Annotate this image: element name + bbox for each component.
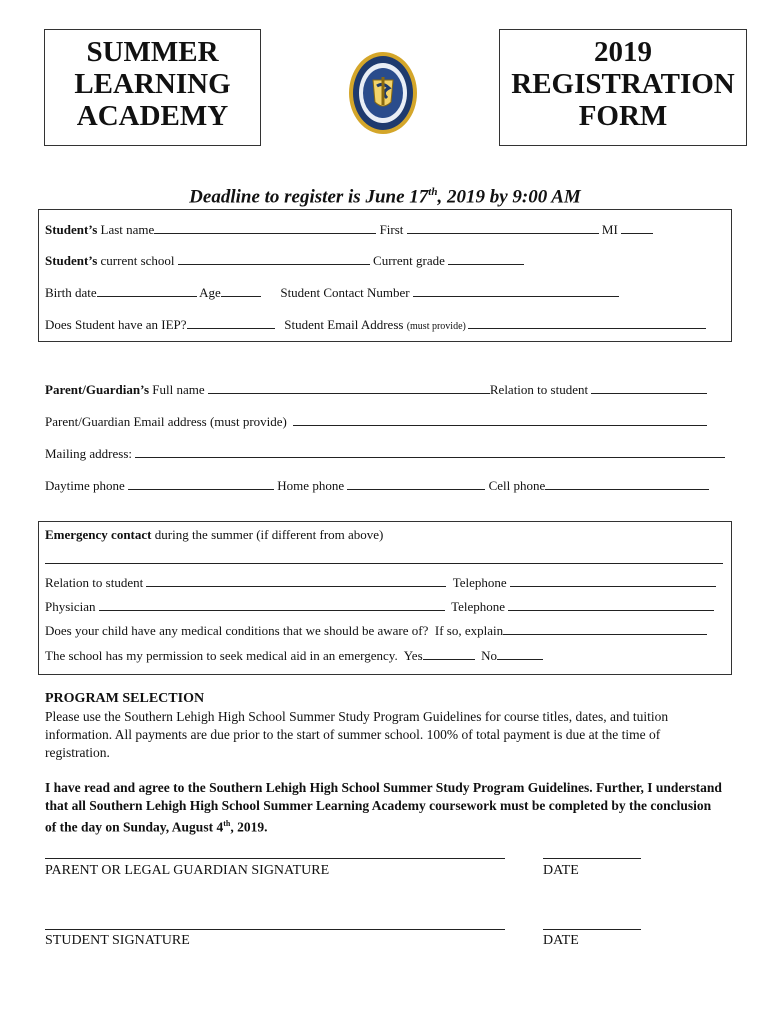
cell-phone-label: Cell phone xyxy=(485,478,546,493)
relation-label: Relation to student xyxy=(489,382,592,397)
iep-label: Does Student have an IEP? xyxy=(45,317,187,332)
home-phone-field[interactable] xyxy=(347,478,485,490)
parent-email-row xyxy=(45,414,707,430)
mailing-row xyxy=(45,446,725,462)
parent-email-field[interactable] xyxy=(293,414,707,426)
student-signature-line[interactable] xyxy=(45,929,505,930)
cell-phone-field[interactable] xyxy=(545,478,709,490)
parent-email-label: Parent/Guardian Email address (must provide) xyxy=(45,414,294,429)
physician-telephone-field[interactable] xyxy=(508,599,714,611)
student-email-label: Student Email Address xyxy=(274,317,407,332)
current-grade-field[interactable] xyxy=(448,253,524,265)
emergency-heading-row xyxy=(45,527,383,543)
parent-signature-label: PARENT OR LEGAL GUARDIAN SIGNATURE xyxy=(45,863,330,878)
deadline-suffix: , 2019 by 9:00 AM xyxy=(437,186,581,208)
title-line: 2019 xyxy=(594,36,652,68)
parent-date-line[interactable] xyxy=(543,858,641,859)
emergency-relation-label: Relation to student xyxy=(45,575,147,590)
telephone-label: Telephone xyxy=(444,599,509,614)
last-name-label: Last name xyxy=(97,222,155,237)
mi-label: MI xyxy=(598,222,622,237)
telephone-label: Telephone xyxy=(446,575,510,590)
title-line: SUMMER xyxy=(86,36,219,68)
student-iep-row xyxy=(45,317,706,333)
physician-row xyxy=(45,599,714,615)
program-selection xyxy=(45,690,725,762)
physician-field[interactable] xyxy=(99,599,445,611)
emergency-contact-field[interactable] xyxy=(45,552,723,564)
program-heading: PROGRAM SELECTION xyxy=(45,691,205,706)
birth-date-label: Birth date xyxy=(45,285,97,300)
first-name-field[interactable] xyxy=(407,222,599,234)
school-seal-icon xyxy=(347,50,419,136)
relation-field[interactable] xyxy=(591,382,707,394)
mailing-label: Mailing address: xyxy=(45,446,136,461)
no-label: No xyxy=(474,648,498,663)
student-label: Student’s xyxy=(45,253,98,268)
current-grade-label: Current grade xyxy=(369,253,449,268)
no-field[interactable] xyxy=(497,648,543,660)
deadline-notice xyxy=(0,186,770,208)
parent-signature-line[interactable] xyxy=(45,858,505,859)
physician-label: Physician xyxy=(45,599,99,614)
student-date-line[interactable] xyxy=(543,929,641,930)
daytime-phone-field[interactable] xyxy=(128,478,274,490)
emergency-relation-field[interactable] xyxy=(146,575,446,587)
permission-label: The school has my permission to seek medical aid in an emergency. Yes xyxy=(45,648,423,663)
student-label: Student’s xyxy=(45,222,98,237)
email-note: (must provide) xyxy=(406,321,469,332)
student-email-field[interactable] xyxy=(468,317,706,329)
telephone-field[interactable] xyxy=(510,575,716,587)
parent-label: Parent/Guardian’s xyxy=(45,382,150,397)
agreement-statement xyxy=(45,779,725,837)
contact-number-label: Student Contact Number xyxy=(260,285,413,300)
iep-field[interactable] xyxy=(187,317,275,329)
parent-full-name-label: Full name xyxy=(149,382,208,397)
contact-number-field[interactable] xyxy=(413,285,619,297)
mailing-field[interactable] xyxy=(135,446,725,458)
date-label: DATE xyxy=(543,863,579,878)
current-school-field[interactable] xyxy=(178,253,370,265)
program-title-box xyxy=(44,29,261,146)
parent-name-field[interactable] xyxy=(208,382,490,394)
emergency-label: Emergency contact xyxy=(45,527,152,542)
emergency-relation-row xyxy=(45,575,716,591)
student-birth-row xyxy=(45,285,619,301)
emergency-contact-row xyxy=(45,552,723,568)
last-name-field[interactable] xyxy=(154,222,376,234)
medical-row xyxy=(45,623,707,639)
daytime-phone-label: Daytime phone xyxy=(45,478,129,493)
birth-date-field[interactable] xyxy=(97,285,197,297)
medical-field[interactable] xyxy=(503,623,707,635)
parent-name-row xyxy=(45,382,707,398)
student-name-row xyxy=(45,222,653,238)
agreement-suffix: , 2019. xyxy=(230,819,268,835)
deadline-text: Deadline to register is June 17 xyxy=(189,186,429,208)
current-school-label: current school xyxy=(97,253,178,268)
student-signature-label: STUDENT SIGNATURE xyxy=(45,933,190,948)
mi-field[interactable] xyxy=(621,222,653,234)
agreement-text: I have read and agree to the Southern Lehigh High School Summer Study Program Guidelines. Further, I understand that all Southern Lehigh High School Summer Learning Academy coursework must be completed by the conclusion of the day on Sunday, August 4 xyxy=(45,780,722,835)
title-line: ACADEMY xyxy=(76,100,229,132)
yes-field[interactable] xyxy=(423,648,475,660)
student-school-row xyxy=(45,253,524,269)
program-body: Please use the Southern Lehigh High School Summer Study Program Guidelines for course titles, dates, and tuition information. All payments are due prior to the start of summer school. 100% of total payment is due at the time of registration. xyxy=(45,709,669,760)
age-field[interactable] xyxy=(221,285,261,297)
agreement-sup: th xyxy=(223,819,231,828)
medical-label: Does your child have any medical conditions that we should be aware of? If so, explain xyxy=(45,623,504,638)
emergency-label-rest: during the summer (if different from above) xyxy=(151,527,384,542)
title-line: REGISTRATION xyxy=(511,68,735,100)
phone-row xyxy=(45,478,709,494)
title-line: LEARNING xyxy=(74,68,231,100)
age-label: Age xyxy=(196,285,221,300)
date-label: DATE xyxy=(543,933,579,948)
deadline-sup: th xyxy=(428,186,438,198)
permission-row xyxy=(45,648,543,664)
title-line: FORM xyxy=(578,100,668,132)
form-title-box xyxy=(499,29,747,146)
first-name-label: First xyxy=(376,222,407,237)
home-phone-label: Home phone xyxy=(274,478,348,493)
